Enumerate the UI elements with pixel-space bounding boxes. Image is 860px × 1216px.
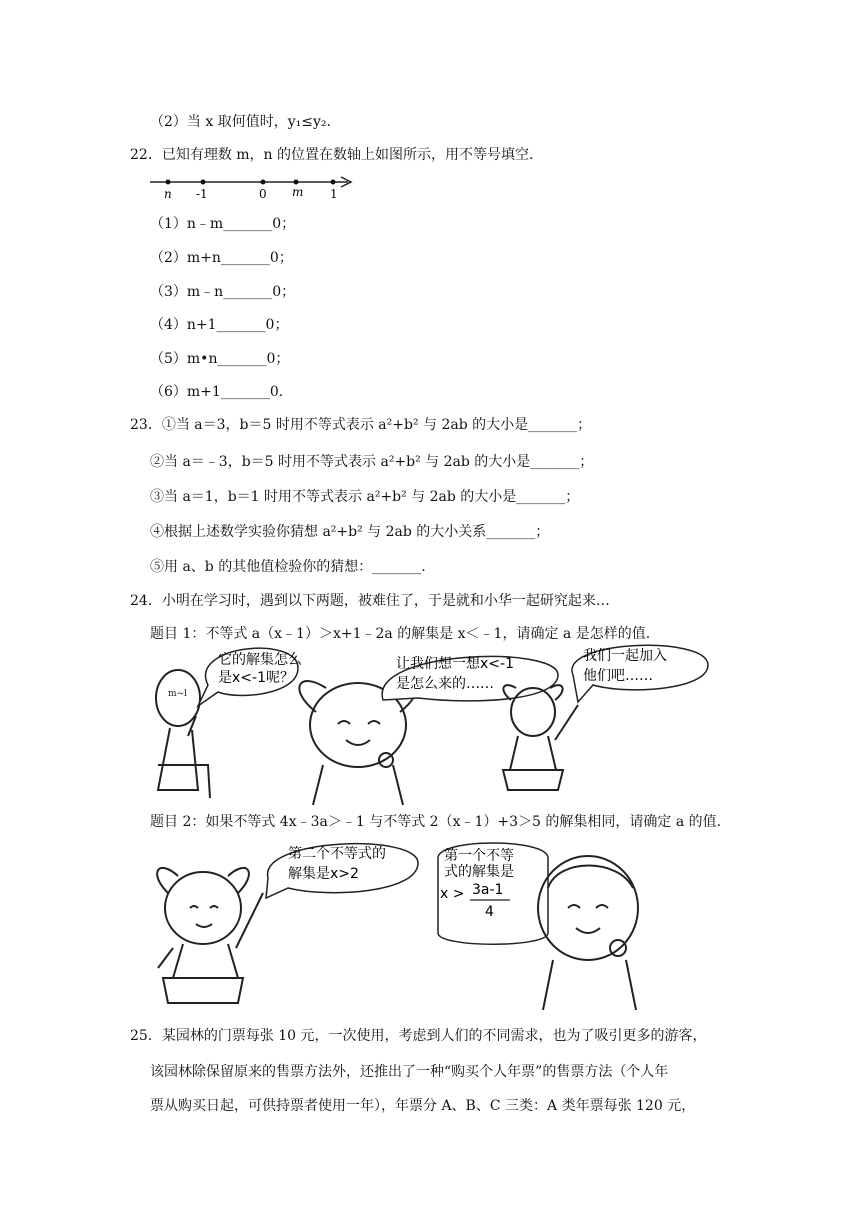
bubble4-line2: 解集是x>2 — [288, 866, 359, 882]
q23-item-2: ②当 a＝﹣3，b＝5 时用不等式表示 a²+b² 与 2ab 的大小是_______； — [150, 454, 594, 470]
cartoon-2 — [148, 838, 648, 1010]
bubble4-line1: 第二个不等式的 — [288, 846, 386, 862]
q23-item-1: 23．①当 a＝3，b＝5 时用不等式表示 a²+b² 与 2ab 的大小是_______； — [130, 417, 592, 433]
q25-line-2: 该园林除保留原来的售票方法外，还推出了一种“购买个人年票”的售票方法（个人年 — [150, 1064, 669, 1080]
axis-label-1: 1 — [330, 187, 338, 201]
q25-line-1: 25．某园林的门票每张 10 元，一次使用，考虑到人们的不同需求，也为了吸引更多的游客， — [130, 1028, 707, 1044]
q23-item-4: ④根据上述数学实验你猜想 a²+b² 与 2ab 的大小关系_______； — [150, 524, 550, 540]
bubble3-line2: 他们吧…… — [583, 668, 653, 684]
girl-waving-figure-2 — [157, 868, 263, 1003]
q22-item-6: （6）m+1_______0. — [150, 384, 284, 400]
axis-label-n: n — [164, 187, 172, 201]
q22-item-4: （4）n+1_______0； — [150, 317, 289, 333]
q23-item-5: ⑤用 a、b 的其他值检验你的猜想：_______. — [150, 559, 426, 575]
bubble5-numerator: 3a-1 — [472, 882, 504, 898]
boy-thinking-figure — [538, 856, 638, 1010]
bubble3-line1: 我们一起加入 — [583, 648, 667, 664]
q25-line-3: 票从购买日起，可供持票者使用一年），年票分 A、B、C 三类：A 类年票每张 120 元， — [150, 1098, 696, 1114]
girl-waving-figure — [503, 685, 578, 790]
bubble1-line1: 它的解集怎么 — [218, 652, 302, 668]
q22-item-2: （2）m+n_______0； — [150, 250, 293, 266]
boy-sitting-figure — [156, 670, 210, 798]
bubble5-denominator: 4 — [485, 904, 494, 920]
q22-item-3: （3）m﹣n_______0； — [150, 284, 296, 300]
bubble5-line2: 式的解集是 — [444, 864, 514, 880]
q22-item-1: （1）n﹣m_______0； — [150, 216, 296, 232]
q24-problem-1: 题目 1：不等式 a（x﹣1）＞x+1﹣2a 的解集是 x＜﹣1，请确定 a 是怎样的值. — [150, 626, 651, 642]
bubble5-x-gt: x > — [440, 886, 465, 902]
q22-stem: 22．已知有理数 m，n 的位置在数轴上如图所示，用不等号填空. — [130, 147, 534, 163]
q23-item-3: ③当 a＝1，b＝1 时用不等式表示 a²+b² 与 2ab 的大小是_______； — [150, 489, 580, 505]
bubble2-line2: 是怎么来的…… — [396, 676, 494, 692]
bubble5-line1: 第一个不等 — [444, 848, 514, 864]
number-line-figure — [148, 172, 358, 202]
cartoon-1 — [148, 640, 738, 805]
axis-label-neg1: -1 — [196, 187, 208, 201]
bubble1-line2: 是x<-1呢？ — [218, 670, 294, 686]
q21-part2: （2）当 x 取何值时，y₁≤y₂. — [150, 114, 331, 130]
bubble2-line1: 让我们想一想x<-1 — [396, 656, 514, 672]
axis-label-0: 0 — [259, 187, 267, 201]
q24-problem-2: 题目 2：如果不等式 4x﹣3a＞﹣1 与不等式 2（x﹣1）+3＞5 的解集相同，请确定 a 的值. — [150, 814, 722, 830]
svg-text:m~l: m~l — [168, 689, 187, 699]
axis-label-m: m — [292, 185, 304, 199]
q24-stem: 24．小明在学习时，遇到以下两题，被难住了，于是就和小华一起研究起来… — [130, 593, 610, 609]
q22-item-5: （5）m•n_______0； — [150, 351, 290, 367]
